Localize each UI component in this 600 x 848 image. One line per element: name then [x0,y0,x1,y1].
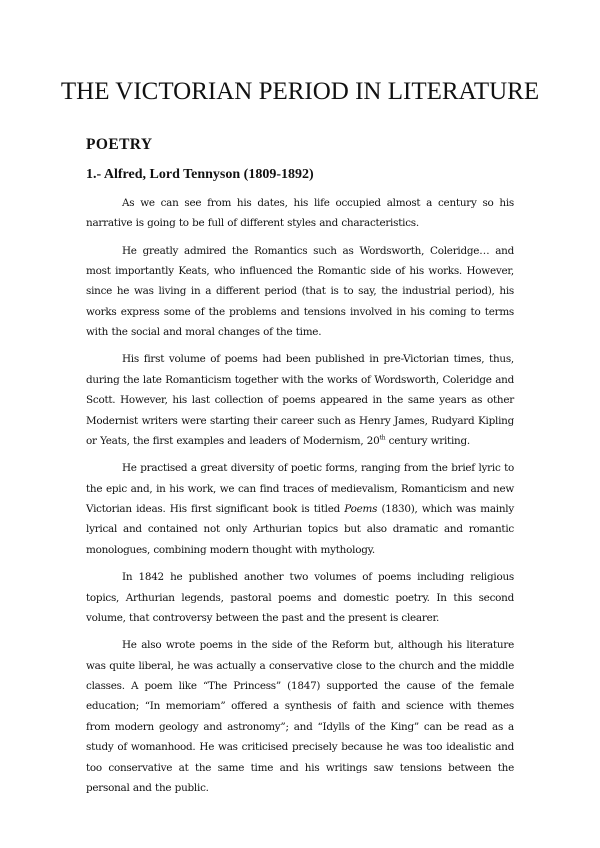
paragraph: He greatly admired the Romantics such as Wordsworth, Coleridge… and most importantly Keats, who influenced the Romantic side of his works. However, since he was living in a different period (that is to say, the industrial period), his works express some of the problems and tensions involved in his coming to terms with the social and moral changes of the time. [86,244,514,339]
paragraph-text: He practised a great diversity of poetic forms, ranging from the brief lyric to the epic and, in his work, we can find traces of medievalism, Romanticism and new Victorian ideas. His first significant book is titled [86,462,514,516]
book-title: Poems [344,503,378,516]
paragraph-text: His first volume of poems had been published in pre-Victorian times, thus, during the late Romanticism together with the works of Wordsworth, Coleridge and Scott. However, his last collection of poems appeared in the same years as other Modernist writers were starting their career such as Henry James, Rudyard Kipling or Yeats, the first examples and leaders of Modernism, 20 [86,353,514,448]
paragraph: As we can see from his dates, his life occupied almost a century so his narrative is going to be full of different styles and characteristics. [86,197,514,230]
body-text [86,193,514,805]
paragraph: He also wrote poems in the side of the Reform but, although his literature was quite liberal, he was actually a conservative close to the church and the middle classes. A poem like “The Princess” (1847) supported the cause of the female education; “In memoriam” offered a synthesis of faith and science with themes from modern geology and astronomy”; and “Idylls of the King” can be read as a study of womanhood. He was criticised precisely because he was too idealistic and too conservative at the same time and his writings saw tensions between the personal and the public. [86,639,514,794]
paragraph: In 1842 he published another two volumes of poems including religious topics, Arthurian legends, pastoral poems and domestic poetry. In this second volume, that controversy between the past and the present is clearer. [86,571,514,624]
paragraph [86,458,514,560]
section-heading: POETRY [86,136,153,153]
subheading: 1.- Alfred, Lord Tennyson (1809-1892) [86,167,314,182]
paragraph-text: (1830), which was mainly lyrical and contained not only Arthurian topics but also dramatic and romantic monologues, combining modern thought with mythology. [86,503,514,556]
page-title: THE VICTORIAN PERIOD IN LITERATURE [60,78,540,105]
paragraph [86,349,514,451]
paragraph-text: century writing. [385,435,470,448]
superscript: th [379,434,386,442]
